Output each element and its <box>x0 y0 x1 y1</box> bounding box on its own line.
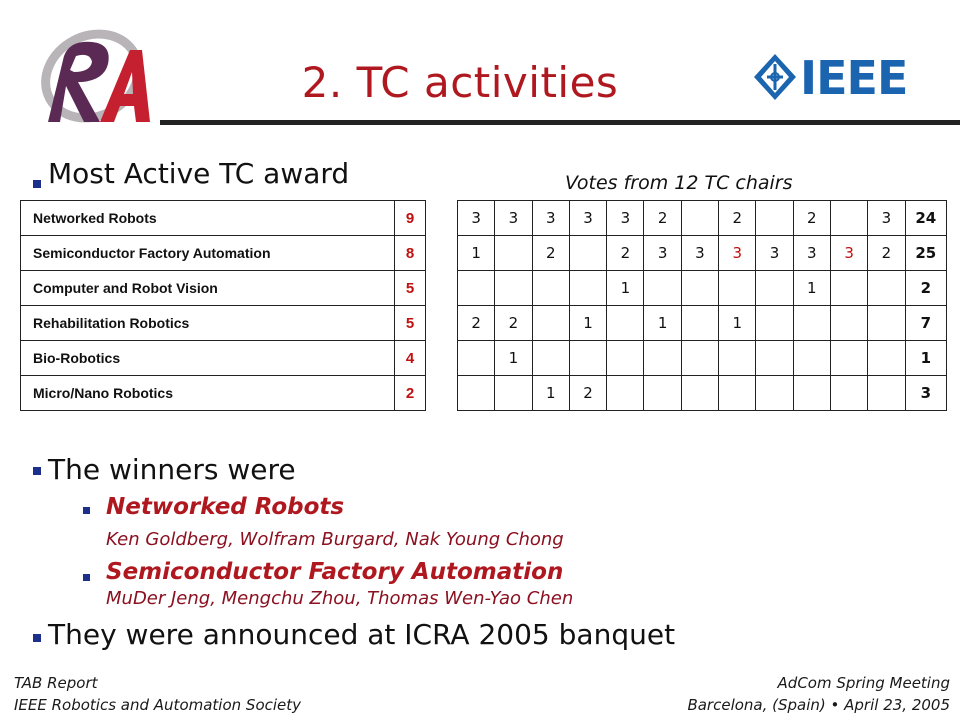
table-row <box>458 201 947 236</box>
award-table <box>20 200 426 411</box>
vote-cell: 1 <box>719 306 756 341</box>
vote-total: 7 <box>905 306 946 341</box>
vote-cell <box>458 376 495 411</box>
vote-cell <box>868 376 905 411</box>
vote-cell <box>756 271 793 306</box>
winner-tc-name: Semiconductor Factory Automation <box>106 559 564 585</box>
vote-cell <box>644 341 681 376</box>
winner-tc-name: Networked Robots <box>106 494 345 520</box>
ieee-diamond-icon <box>752 52 798 102</box>
vote-total: 24 <box>905 201 946 236</box>
tc-count: 9 <box>395 201 426 236</box>
vote-cell <box>756 376 793 411</box>
table-row <box>21 376 426 411</box>
table-row <box>21 341 426 376</box>
vote-total: 25 <box>905 236 946 271</box>
vote-total: 2 <box>905 271 946 306</box>
vote-cell: 2 <box>644 201 681 236</box>
vote-cell <box>569 271 606 306</box>
vote-cell: 3 <box>719 236 756 271</box>
tc-name: Rehabilitation Robotics <box>21 306 395 341</box>
vote-cell <box>532 341 569 376</box>
vote-cell: 2 <box>607 236 644 271</box>
page-title: 2. TC activities <box>301 58 619 107</box>
vote-cell: 2 <box>532 236 569 271</box>
table-row <box>458 306 947 341</box>
vote-total: 1 <box>905 341 946 376</box>
winner-people: MuDer Jeng, Mengchu Zhou, Thomas Wen-Yao Chen <box>106 588 574 609</box>
votes-table <box>457 200 947 411</box>
vote-cell <box>830 271 867 306</box>
vote-cell: 3 <box>868 201 905 236</box>
tc-count: 4 <box>395 341 426 376</box>
award-heading: Most Active TC award <box>48 157 350 190</box>
vote-cell <box>681 376 718 411</box>
vote-cell <box>607 376 644 411</box>
table-row <box>458 376 947 411</box>
vote-cell <box>830 201 867 236</box>
vote-cell: 3 <box>681 236 718 271</box>
vote-cell <box>830 306 867 341</box>
vote-cell: 2 <box>868 236 905 271</box>
vote-cell <box>793 341 830 376</box>
vote-cell: 1 <box>532 376 569 411</box>
vote-cell <box>495 271 532 306</box>
header-rule <box>160 120 960 125</box>
vote-cell <box>569 341 606 376</box>
table-row <box>21 306 426 341</box>
tc-count: 2 <box>395 376 426 411</box>
vote-cell <box>868 306 905 341</box>
tc-name: Computer and Robot Vision <box>21 271 395 306</box>
vote-cell <box>756 201 793 236</box>
vote-cell: 3 <box>569 201 606 236</box>
vote-cell <box>532 271 569 306</box>
ieee-logo-text: IEEE <box>800 51 908 105</box>
vote-cell <box>681 271 718 306</box>
vote-cell: 1 <box>569 306 606 341</box>
tc-name: Semiconductor Factory Automation <box>21 236 395 271</box>
vote-cell: 2 <box>569 376 606 411</box>
table-row <box>458 341 947 376</box>
vote-cell: 1 <box>495 341 532 376</box>
announcement-text: They were announced at ICRA 2005 banquet <box>48 618 676 651</box>
footer-right-line1: AdCom Spring Meeting <box>777 674 950 692</box>
table-row <box>458 236 947 271</box>
bullet-marker <box>83 574 90 581</box>
table-row <box>21 236 426 271</box>
tc-name: Bio-Robotics <box>21 341 395 376</box>
table-row <box>21 271 426 306</box>
vote-cell: 3 <box>495 201 532 236</box>
vote-cell <box>830 341 867 376</box>
bullet-marker <box>33 180 41 188</box>
vote-cell <box>532 306 569 341</box>
vote-cell <box>868 271 905 306</box>
vote-cell <box>681 306 718 341</box>
vote-cell <box>495 236 532 271</box>
vote-cell <box>607 341 644 376</box>
vote-cell <box>793 306 830 341</box>
vote-cell <box>681 201 718 236</box>
footer-left-line2: IEEE Robotics and Automation Society <box>14 696 302 714</box>
tc-count: 5 <box>395 306 426 341</box>
vote-cell <box>458 341 495 376</box>
table-row <box>21 201 426 236</box>
vote-cell <box>756 306 793 341</box>
vote-cell <box>793 376 830 411</box>
tc-count: 5 <box>395 271 426 306</box>
votes-caption: Votes from 12 TC chairs <box>565 172 793 194</box>
vote-cell <box>719 376 756 411</box>
bullet-marker <box>33 634 41 642</box>
footer-right-line2: Barcelona, (Spain) • April 23, 2005 <box>687 696 950 714</box>
vote-cell: 3 <box>830 236 867 271</box>
vote-cell: 2 <box>719 201 756 236</box>
vote-cell <box>569 236 606 271</box>
vote-cell: 1 <box>458 236 495 271</box>
tc-name: Micro/Nano Robotics <box>21 376 395 411</box>
vote-cell <box>719 271 756 306</box>
vote-cell <box>756 341 793 376</box>
bullet-marker <box>33 467 41 475</box>
vote-cell: 1 <box>644 306 681 341</box>
vote-cell: 2 <box>458 306 495 341</box>
vote-cell: 2 <box>495 306 532 341</box>
vote-cell <box>458 271 495 306</box>
winner-people: Ken Goldberg, Wolfram Burgard, Nak Young Chong <box>106 529 564 550</box>
vote-cell <box>868 341 905 376</box>
bullet-marker <box>83 507 90 514</box>
vote-total: 3 <box>905 376 946 411</box>
vote-cell <box>607 306 644 341</box>
vote-cell <box>830 376 867 411</box>
vote-cell: 1 <box>793 271 830 306</box>
vote-cell <box>644 376 681 411</box>
vote-cell: 2 <box>793 201 830 236</box>
vote-cell: 1 <box>607 271 644 306</box>
vote-cell <box>495 376 532 411</box>
vote-cell: 3 <box>644 236 681 271</box>
vote-cell: 3 <box>793 236 830 271</box>
vote-cell: 3 <box>607 201 644 236</box>
footer-left-line1: TAB Report <box>14 674 98 692</box>
vote-cell <box>644 271 681 306</box>
vote-cell <box>681 341 718 376</box>
tc-name: Networked Robots <box>21 201 395 236</box>
vote-cell <box>719 341 756 376</box>
vote-cell: 3 <box>756 236 793 271</box>
table-row <box>458 271 947 306</box>
vote-cell: 3 <box>458 201 495 236</box>
tc-count: 8 <box>395 236 426 271</box>
winners-heading: The winners were <box>48 453 296 486</box>
vote-cell: 3 <box>532 201 569 236</box>
